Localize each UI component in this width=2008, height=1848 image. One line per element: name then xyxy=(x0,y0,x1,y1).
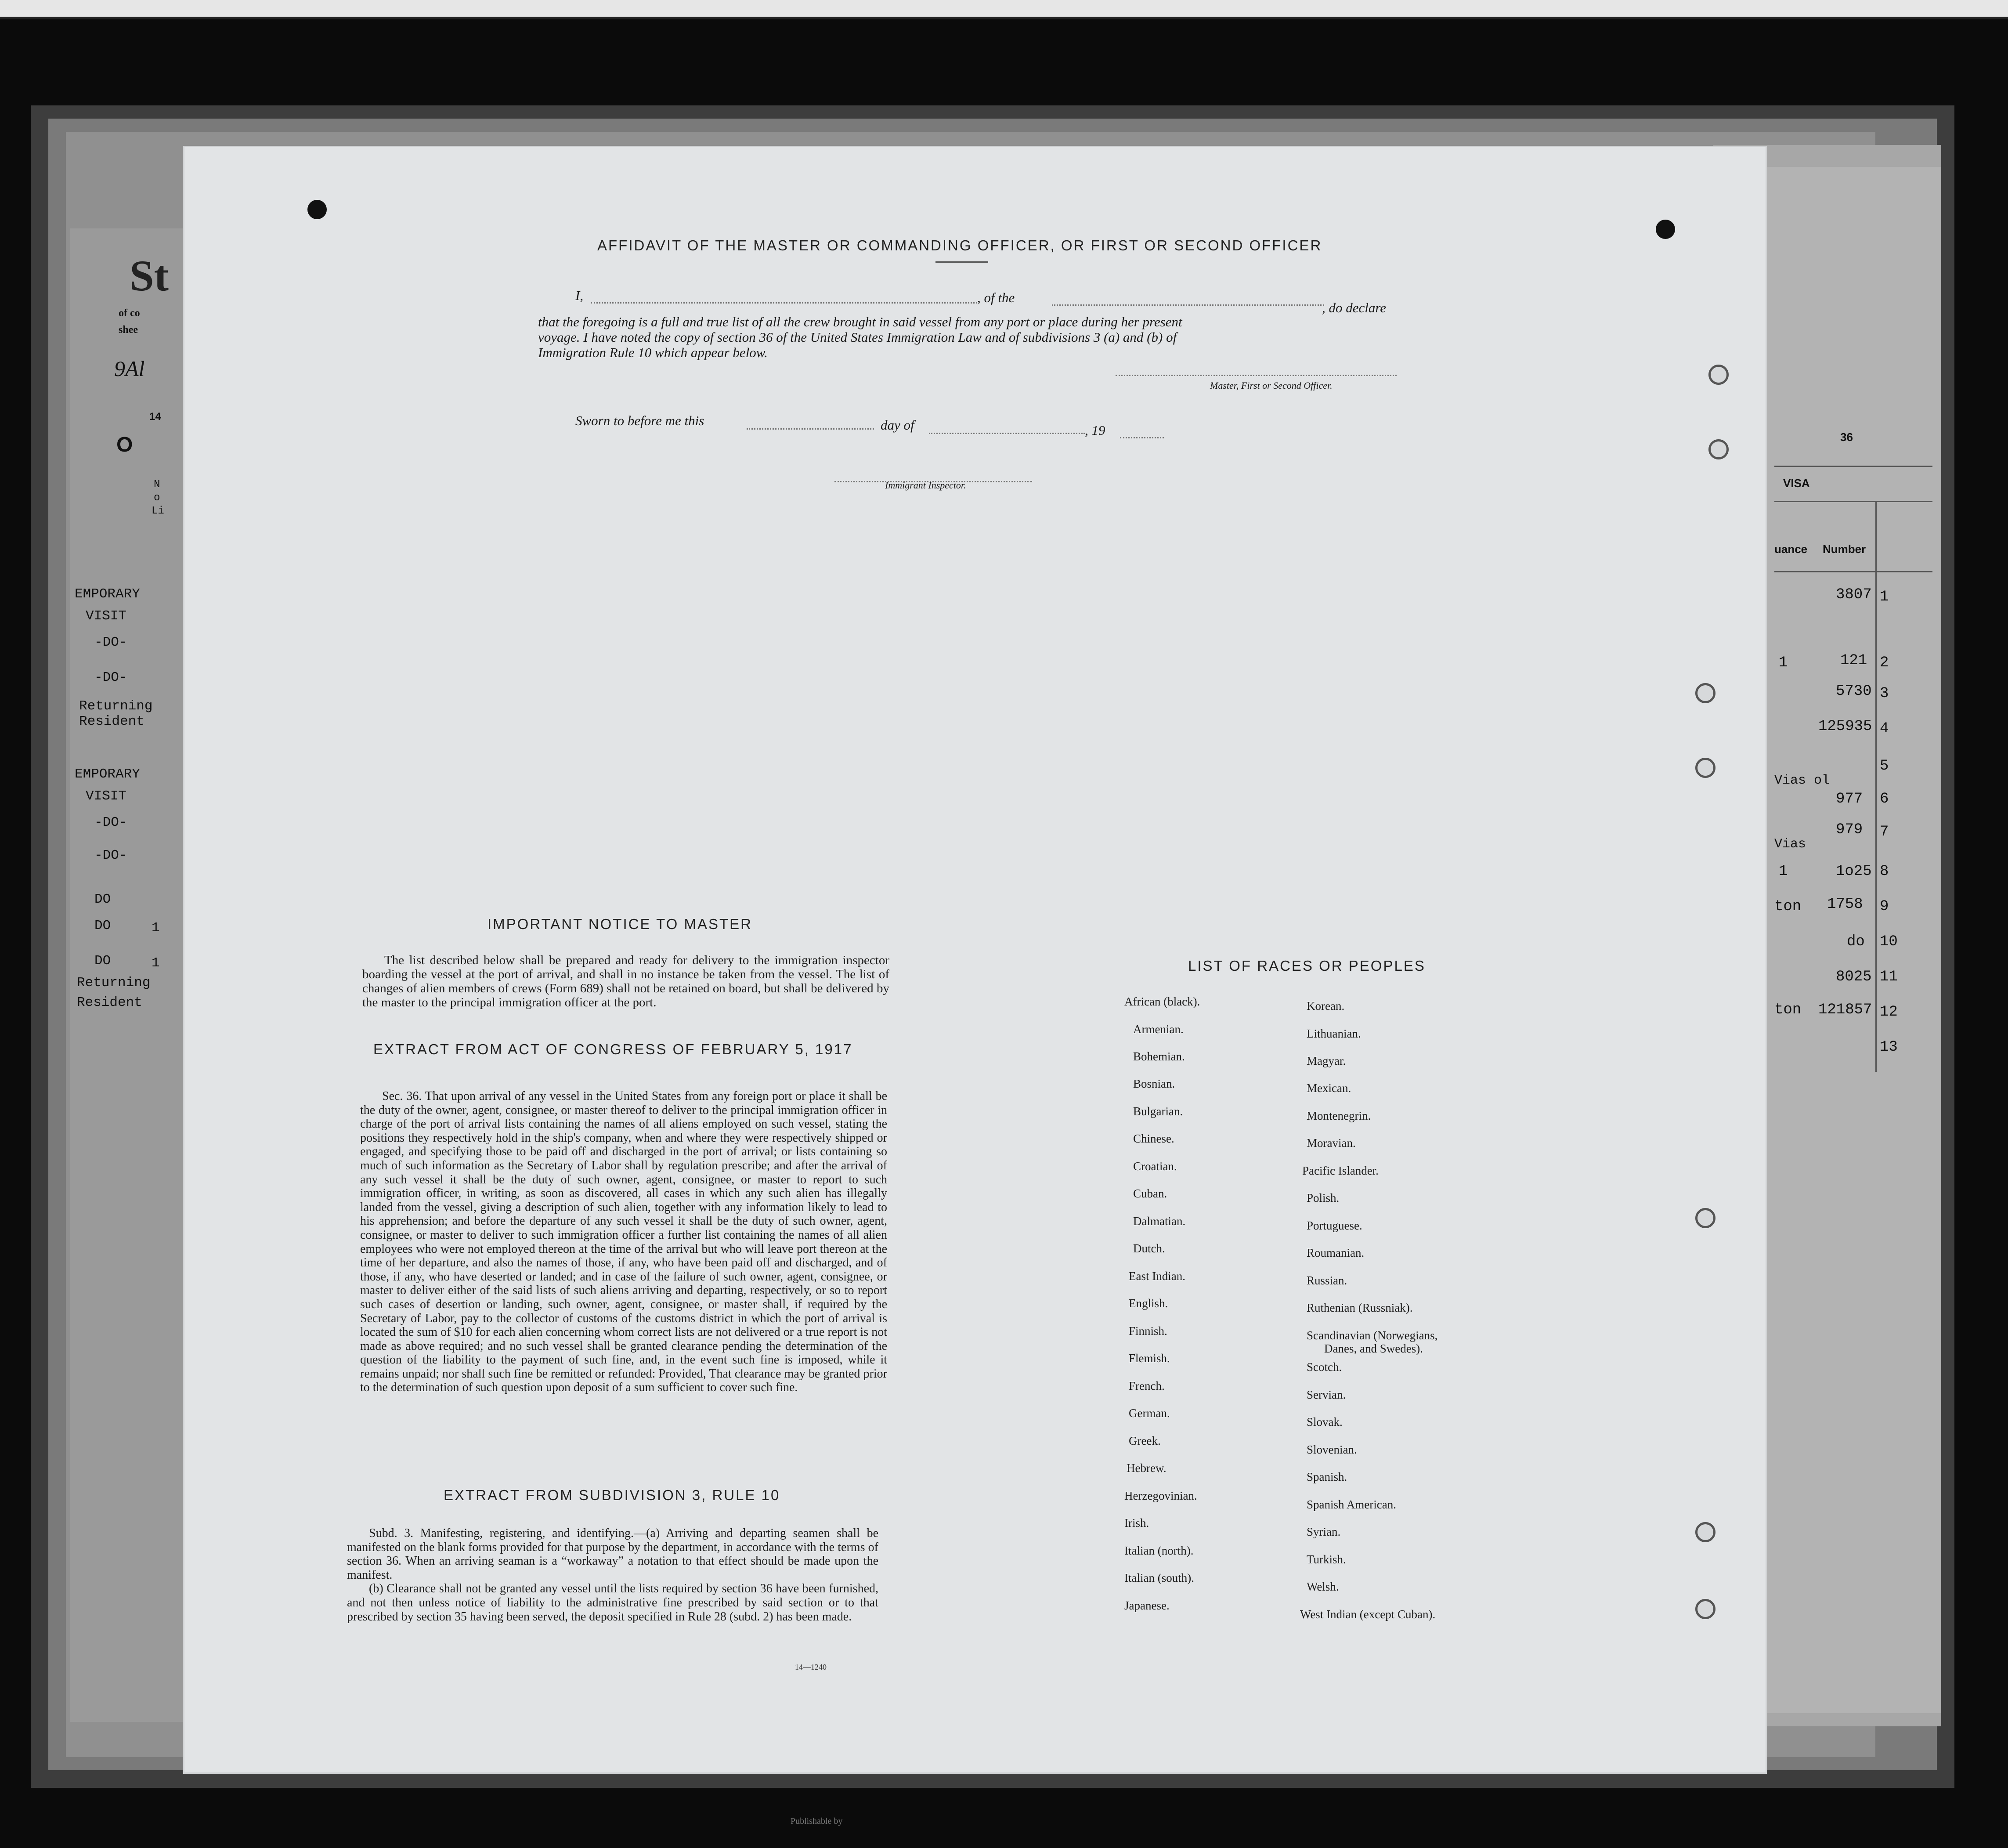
right-grid-line xyxy=(1875,501,1877,1072)
affidavit-line-2: that the foregoing is a full and true list of all the crew brought in said vessel from any port or place during her present xyxy=(538,314,1182,329)
left-code: N xyxy=(154,479,160,491)
left-letter-o: O xyxy=(116,433,133,456)
left-small-line: of co xyxy=(119,307,140,319)
race-item: Welsh. xyxy=(1307,1580,1339,1593)
race-item: Korean. xyxy=(1307,999,1345,1013)
title-rule xyxy=(935,261,988,263)
left-entry: -DO- xyxy=(94,670,127,685)
right-line-number: 12 xyxy=(1880,1004,1898,1020)
race-item: Finnish. xyxy=(1129,1324,1167,1338)
race-item: Greek. xyxy=(1129,1434,1161,1447)
right-col-number: Number xyxy=(1823,542,1866,556)
signature-blank xyxy=(1116,375,1397,376)
right-row-number: 977 xyxy=(1836,791,1863,807)
right-line-number: 13 xyxy=(1880,1039,1898,1056)
right-row-number: 125935 xyxy=(1818,718,1872,735)
right-line-number: 8 xyxy=(1880,863,1889,880)
races-title: LIST OF RACES OR PEOPLES xyxy=(1188,958,1426,974)
sworn-day-blank xyxy=(747,428,874,430)
left-heading-fragment: St xyxy=(130,251,169,300)
affidavit-line-4: Immigration Rule 10 which appear below. xyxy=(538,345,768,360)
vessel-blank xyxy=(1052,304,1324,306)
race-item: West Indian (except Cuban). xyxy=(1300,1608,1436,1621)
scan-top-strip xyxy=(0,0,2008,19)
binder-hole xyxy=(1695,758,1715,778)
right-row-number: 1758 xyxy=(1827,896,1863,913)
race-item: Lithuanian. xyxy=(1307,1027,1361,1040)
race-item: Bohemian. xyxy=(1133,1050,1185,1063)
race-item: Servian. xyxy=(1307,1388,1346,1401)
right-line-number: 11 xyxy=(1880,969,1898,985)
left-entry: Resident xyxy=(77,995,142,1010)
right-line-number: 10 xyxy=(1880,933,1898,950)
race-item: Slovak. xyxy=(1307,1415,1343,1428)
master-signature-label: Master, First or Second Officer. xyxy=(1210,380,1333,391)
name-blank xyxy=(591,302,977,304)
race-item: Montenegrin. xyxy=(1307,1109,1371,1122)
race-item: Pacific Islander. xyxy=(1302,1164,1379,1177)
race-item: Moravian. xyxy=(1307,1136,1356,1150)
race-item: Spanish American. xyxy=(1307,1498,1396,1511)
race-item: Scotch. xyxy=(1307,1360,1342,1374)
left-entry: -DO- xyxy=(94,848,127,863)
right-row-number: 3807 xyxy=(1836,586,1872,603)
right-visa-header: VISA xyxy=(1783,477,1810,490)
race-item: Magyar. xyxy=(1307,1054,1346,1067)
left-entry: -DO- xyxy=(94,815,127,830)
binder-hole xyxy=(1695,683,1715,703)
right-col-issuance: uance xyxy=(1774,542,1808,556)
right-row-number: 979 xyxy=(1836,821,1863,838)
race-item: Herzegovinian. xyxy=(1124,1489,1197,1502)
left-entry: DO xyxy=(94,892,111,907)
race-item: French. xyxy=(1129,1379,1165,1392)
race-item: English. xyxy=(1129,1297,1168,1310)
binder-hole xyxy=(1708,365,1729,385)
act-text: Sec. 36. That upon arrival of any vessel in the United States from any foreign port or place it shall be the duty of the owner, agent, consignee, or master thereof to deliver to the principal immigration officer in charge of the port of arrival lists containing the names of all aliens employed on such vessel, stating the positions they respectively hold in the ship's company, when and where they were respectively shipped or engaged, and specifying those to be paid off and discharged in the port of arrival; or lists containing so much of such information as the Secretary of Labor shall by regulation prescribe; and after the arrival of any such vessel it shall be the duty of such owner, agent, consignee, or master to report to such immigration officer, in writing, as soon as discovered, all cases in which any such alien has illegally landed from the vessel, giving a description of such alien, together with any information likely to lead to his apprehension; and before the departure of any such vessel it shall be the duty of such owner, agent, consignee, or master to deliver to such immigration officer a further list containing the names of all alien employees who were not employed thereon at the time of the arrival but who will leave port thereon at the time of her departure, and also the names of those, if any, who have been paid off and discharged, and of those, if any, who have deserted or landed; and in case of the failure of such owner, agent, consignee, or master to deliver either of the said lists of such aliens arriving and departing, respectively, or so to report such cases of desertion or landing, such owner, agent, consignee, or master shall, if required by the Secretary of Labor, pay to the collector of customs of the customs district in which the port of arrival is located the sum of $10 for each alien concerning whom correct lists are not delivered or a true report is not made as above required; and no such vessel shall be granted clearance pending the determination of the question of the liability to the payment of such fine, and, in the event such fine is imposed, while it remains unpaid; nor shall such fine be remitted or refunded: Provided, That clearance may be granted prior to the determination of such question upon deposit of a sum sufficient to cover such fine. xyxy=(360,1089,887,1395)
day-of-label: day of xyxy=(881,417,914,433)
affidavit-of-the: , of the xyxy=(977,290,1015,305)
rule-paragraph xyxy=(347,1526,878,1624)
race-item: Hebrew. xyxy=(1127,1461,1167,1475)
race-item-continuation: Danes, and Swedes). xyxy=(1324,1342,1423,1355)
sworn-label: Sworn to before me this xyxy=(575,413,704,428)
race-item: Armenian. xyxy=(1133,1023,1184,1036)
race-item: Croatian. xyxy=(1133,1160,1177,1173)
race-item: Chinese. xyxy=(1133,1132,1174,1145)
right-row-left: Vias ol xyxy=(1774,773,1830,788)
right-line-number: 4 xyxy=(1880,720,1889,737)
right-line-number: 3 xyxy=(1880,685,1889,702)
left-entry: -DO- xyxy=(94,635,127,650)
left-small-line: shee xyxy=(119,324,138,336)
right-grid-line xyxy=(1774,466,1932,467)
race-item: Dutch. xyxy=(1133,1242,1165,1255)
right-row-left: ton xyxy=(1774,898,1802,915)
punch-hole xyxy=(1656,220,1675,239)
race-item: Irish. xyxy=(1124,1516,1149,1530)
left-entry: Returning xyxy=(77,975,151,991)
binder-hole xyxy=(1708,439,1729,459)
right-row-number: 1o25 xyxy=(1836,863,1872,880)
left-side-number: 1 xyxy=(152,955,160,971)
affidavit-do-declare: , do declare xyxy=(1322,300,1387,315)
race-item: African (black). xyxy=(1124,995,1200,1008)
notice-title: IMPORTANT NOTICE TO MASTER xyxy=(488,916,753,932)
left-entry: Returning xyxy=(79,698,153,714)
left-entry: VISIT xyxy=(86,788,127,804)
left-code: Li xyxy=(152,505,164,517)
race-item: Roumanian. xyxy=(1307,1246,1365,1259)
race-item: Scandinavian (Norwegians, xyxy=(1307,1329,1438,1342)
right-line-number: 6 xyxy=(1880,791,1889,807)
left-entry: DO xyxy=(94,953,111,969)
race-item: Dalmatian. xyxy=(1133,1215,1186,1228)
binder-hole xyxy=(1695,1599,1715,1619)
binder-hole xyxy=(1695,1208,1715,1228)
affidavit-title: AFFIDAVIT OF THE MASTER OR COMMANDING OFFICER, OR FIRST OR SECOND OFFICER xyxy=(597,237,1322,253)
left-entry: Resident xyxy=(79,714,144,729)
left-side-number: 1 xyxy=(152,920,160,936)
race-item: Cuban. xyxy=(1133,1187,1167,1200)
right-row-left: 1 xyxy=(1779,863,1788,880)
left-entry: VISIT xyxy=(86,608,127,624)
race-item: Polish. xyxy=(1307,1191,1340,1204)
right-row-number: 5730 xyxy=(1836,683,1872,700)
left-code: o xyxy=(154,492,160,504)
race-item: Spanish. xyxy=(1307,1470,1347,1483)
race-item: Bulgarian. xyxy=(1133,1105,1183,1118)
right-page-number: 36 xyxy=(1840,430,1853,444)
notice-text: The list described below shall be prepared and ready for delivery to the immigration inspector boarding the vessel at the port of arrival, and shall in no instance be taken from the vessel. The list of changes of alien members of crews (Form 689) shall not be retained on board, but shall be delivered by the master to the principal immigration officer at the port. xyxy=(362,953,889,1009)
right-row-left: 1 xyxy=(1779,655,1788,671)
binder-hole xyxy=(1695,1522,1715,1542)
race-item: Bosnian. xyxy=(1133,1077,1175,1090)
rule-title: EXTRACT FROM SUBDIVISION 3, RULE 10 xyxy=(444,1487,780,1503)
punch-hole xyxy=(307,200,327,219)
act-paragraph xyxy=(360,1089,887,1395)
right-row-number: 121857 xyxy=(1818,1002,1872,1018)
right-row-number: do xyxy=(1847,933,1865,950)
right-line-number: 1 xyxy=(1880,589,1889,605)
bottom-stamp: Publishable by xyxy=(791,1816,843,1826)
race-item: Italian (north). xyxy=(1124,1544,1194,1557)
left-entry: DO xyxy=(94,918,111,933)
right-line-number: 7 xyxy=(1880,824,1889,840)
left-handwritten-fragment: 9Al xyxy=(114,356,145,381)
race-item: Japanese. xyxy=(1124,1599,1170,1612)
act-title: EXTRACT FROM ACT OF CONGRESS OF FEBRUARY 5, 1917 xyxy=(373,1041,853,1057)
affidavit-line-3: voyage. I have noted the copy of section 36 of the United States Immigration Law and of subdivisions 3 (a) and (b) of xyxy=(538,329,1177,345)
race-item: Italian (south). xyxy=(1124,1571,1194,1584)
right-row-number: 121 xyxy=(1840,652,1867,669)
race-item: Turkish. xyxy=(1307,1553,1346,1566)
notice-paragraph xyxy=(362,953,889,1009)
race-item: Ruthenian (Russniak). xyxy=(1307,1301,1413,1314)
right-grid-line xyxy=(1774,501,1932,502)
form-number: 14—1240 xyxy=(795,1663,827,1671)
right-row-left: Vias xyxy=(1774,837,1806,852)
right-grid-line xyxy=(1774,571,1932,572)
left-entry: EMPORARY xyxy=(75,767,140,782)
year-blank xyxy=(1120,437,1164,438)
right-line-number: 9 xyxy=(1880,898,1889,915)
rule-text-a: Subd. 3. Manifesting, registering, and identifying.—(a) Arriving and departing seamen shall be manifested on the blank forms provided for that purpose by the department, in accordance with the terms of section 36. When an arriving seaman is a “workaway” a notation to that effect should be made upon the manifest. xyxy=(347,1526,878,1582)
race-item: Flemish. xyxy=(1129,1352,1170,1365)
affidavit-i-label: I, xyxy=(575,288,584,303)
inspector-label: Immigrant Inspector. xyxy=(885,480,966,491)
month-blank xyxy=(929,433,1085,434)
right-row-left: ton xyxy=(1774,1002,1802,1018)
race-item: East Indian. xyxy=(1129,1269,1185,1283)
left-entry: EMPORARY xyxy=(75,586,140,602)
race-item: Mexican. xyxy=(1307,1081,1351,1095)
race-item: German. xyxy=(1129,1407,1170,1420)
right-line-number: 2 xyxy=(1880,655,1889,671)
right-line-number: 5 xyxy=(1880,758,1889,774)
year-label: , 19 xyxy=(1085,423,1105,438)
left-number: 14 xyxy=(149,411,161,423)
race-item: Syrian. xyxy=(1307,1525,1341,1538)
race-item: Portuguese. xyxy=(1307,1219,1362,1232)
rule-text-b: (b) Clearance shall not be granted any vessel until the lists required by section 36 have been furnished, and not then unless notice of liability to the administrative fine prescribed by said section or to that prescribed by section 35 having been served, the deposit specified in Rule 28 (subd. 2) has been made. xyxy=(347,1582,878,1624)
right-row-number: 8025 xyxy=(1836,969,1872,985)
race-item: Russian. xyxy=(1307,1274,1347,1287)
race-item: Slovenian. xyxy=(1307,1443,1357,1456)
